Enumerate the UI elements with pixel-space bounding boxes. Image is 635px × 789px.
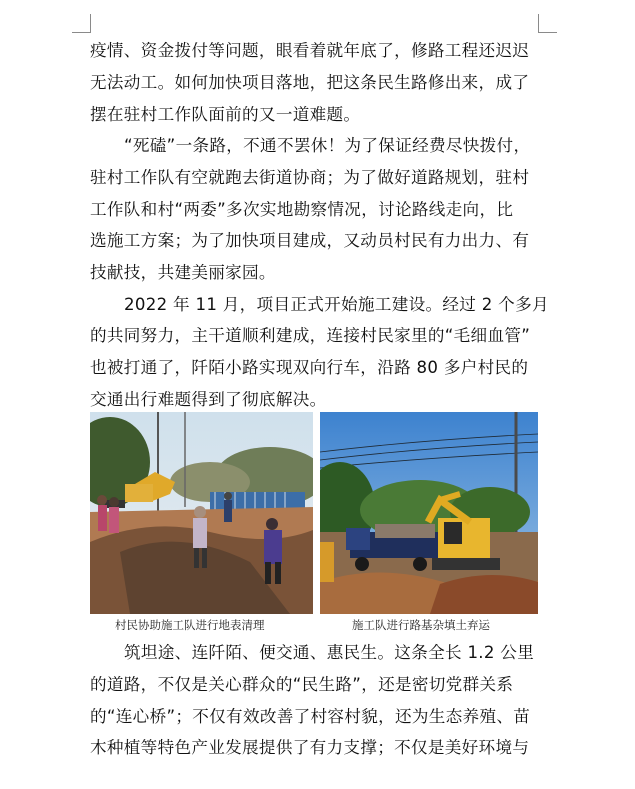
photo-excavator-earthwork	[320, 412, 538, 614]
line-16: 木种植等特色产业发展提供了有力支撑；不仅是美好环境与	[90, 738, 530, 757]
line-8: 技献技，共建美丽家园。	[90, 263, 276, 282]
photo-villagers-clearing	[90, 412, 313, 614]
line-14: 的道路，不仅是关心群众的“民生路”，还是密切党群关系	[90, 675, 514, 694]
line-13: 筑坦途、连阡陌、便交通、惠民生。这条全长 1.2 公里	[124, 643, 535, 662]
line-11: 也被打通了，阡陌小路实现双向行车，沿路 80 多户村民的	[90, 358, 529, 377]
line-15: 的“连心桥”；不仅有效改善了村容村貌，还为生态养殖、苗	[90, 707, 531, 726]
line-10: 的共同努力，主干道顺利建成，连接村民家里的“毛细血管”	[90, 326, 531, 345]
line-1: 疫情、资金拨付等问题，眼看着就年底了，修路工程还迟迟	[90, 41, 530, 60]
page-corner-top-left	[72, 14, 91, 33]
line-3: 摆在驻村工作队面前的又一道难题。	[90, 105, 361, 124]
line-9: 2022 年 11 月，项目正式开始施工建设。经过 2 个多月	[124, 295, 549, 314]
line-12: 交通出行难题得到了彻底解决。	[90, 390, 327, 409]
line-5: 驻村工作队有空就跑去街道协商；为了做好道路规划，驻村	[90, 168, 530, 187]
right-photo-caption: 施工队进行路基杂填土弃运	[352, 618, 490, 632]
page-corner-top-right	[538, 14, 557, 33]
line-2: 无法动工。如何加快项目落地，把这条民生路修出来，成了	[90, 73, 530, 92]
line-4: “死磕”一条路，不通不罢休！为了保证经费尽快拨付，	[124, 136, 531, 155]
line-6: 工作队和村“两委”多次实地勘察情况，讨论路线走向，比	[90, 200, 514, 219]
line-7: 选施工方案；为了加快项目建成，又动员村民有力出力、有	[90, 231, 530, 250]
left-photo-caption: 村民协助施工队进行地表清理	[115, 618, 265, 632]
